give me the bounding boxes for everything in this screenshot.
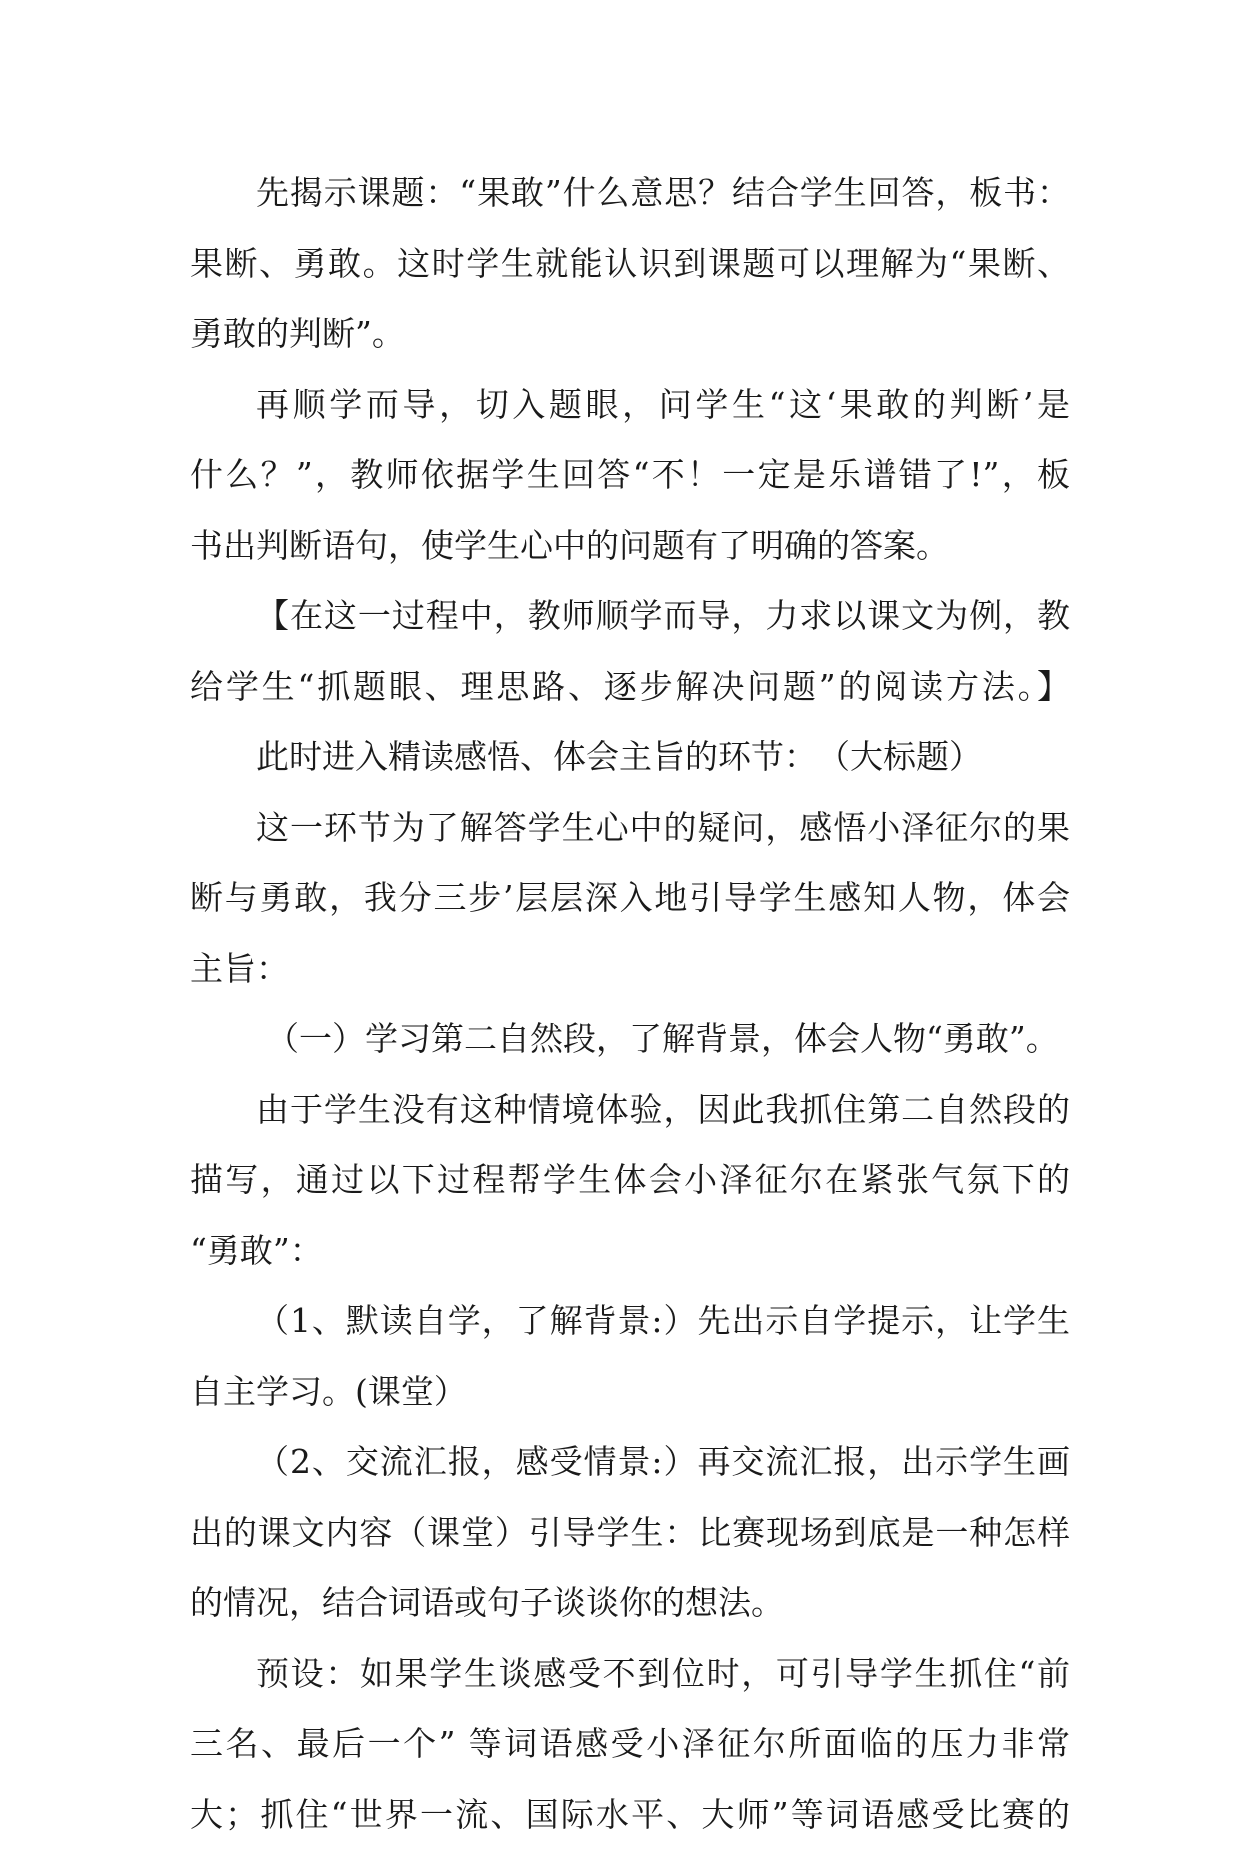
text-line: 三名、最后一个” 等词语感受小泽征尔所面临的压力非常 (190, 1709, 1070, 1780)
text-line: 果断、勇敢。这时学生就能认识到课题可以理解为“果断、 (190, 229, 1070, 300)
text-line: 【在这一过程中，教师顺学而导，力求以课文为例，教 (190, 581, 1070, 652)
text-line: 断与勇敢，我分三步’层层深入地引导学生感知人物，体会 (190, 863, 1070, 934)
text-line: 什么？”，教师依据学生回答“不！一定是乐谱错了!”，板 (190, 440, 1070, 511)
text-line: 书出判断语句，使学生心中的问题有了明确的答案。 (190, 511, 1070, 582)
text-line: 由于学生没有这种情境体验，因此我抓住第二自然段的 (190, 1075, 1070, 1146)
text-line: 大；抓住“世界一流、国际水平、大师”等词语感受比赛的 (190, 1780, 1070, 1850)
text-line: （2、交流汇报，感受情景:）再交流汇报，出示学生画 (190, 1427, 1070, 1498)
text-line: （1、默读自学，了解背景:）先出示自学提示，让学生 (190, 1286, 1070, 1357)
text-line: 的情况，结合词语或句子谈谈你的想法。 (190, 1568, 1070, 1639)
text-line: 给学生“抓题眼、理思路、逐步解决问题”的阅读方法。】 (190, 652, 1070, 723)
text-line: 出的课文内容（课堂）引导学生：比赛现场到底是一种怎样 (190, 1498, 1070, 1569)
text-line: 先揭示课题：“果敢”什么意思？结合学生回答，板书： (190, 158, 1070, 229)
document-body (190, 158, 1070, 1850)
text-line: 描写，通过以下过程帮学生体会小泽征尔在紧张气氛下的 (190, 1145, 1070, 1216)
text-line: 自主学习。(课堂） (190, 1357, 1070, 1428)
text-line: 再顺学而导，切入题眼，问学生“这‘果敢的判断’是 (190, 370, 1070, 441)
text-line: 勇敢的判断”。 (190, 299, 1070, 370)
text-line: 主旨： (190, 934, 1070, 1005)
text-line: （一）学习第二自然段，了解背景，体会人物“勇敢”。 (190, 1004, 1070, 1075)
text-line: 此时进入精读感悟、体会主旨的环节： （大标题） (190, 722, 1070, 793)
text-line: 这一环节为了解答学生心中的疑问，感悟小泽征尔的果 (190, 793, 1070, 864)
text-line: 预设：如果学生谈感受不到位时，可引导学生抓住“前 (190, 1639, 1070, 1710)
text-line: “勇敢”： (190, 1216, 1070, 1287)
